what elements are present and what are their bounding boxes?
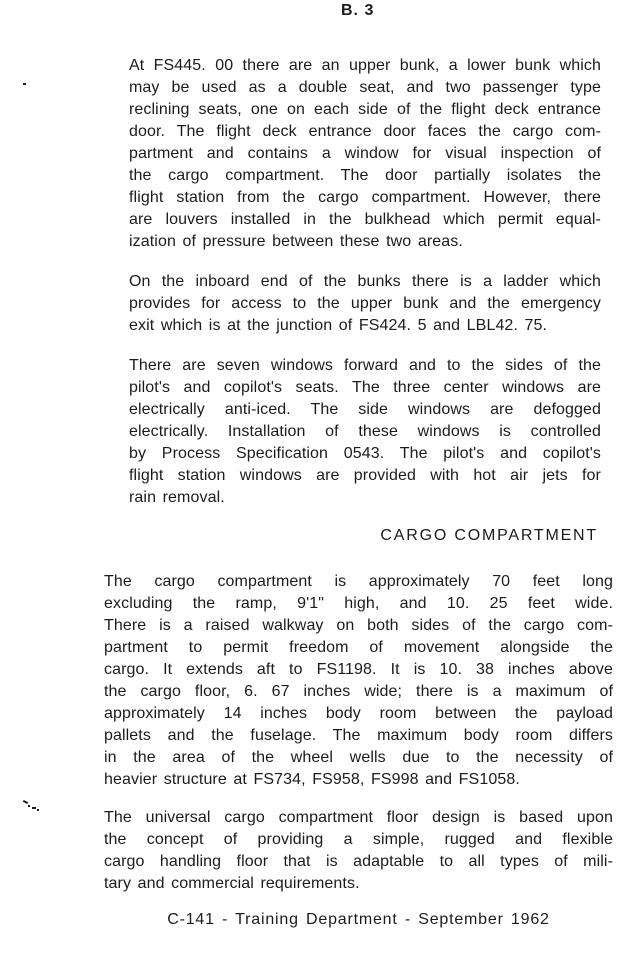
text-line: cargo handling floor that is adaptable to all types of mili-: [104, 853, 613, 870]
text-line: partment and contains a window for visual inspection of: [129, 145, 601, 162]
text-line: reclining seats, one on each side of the flight deck entrance: [129, 101, 601, 118]
scan-artifact-squiggle: [23, 800, 28, 804]
scan-artifact-squiggle: [37, 809, 39, 811]
text-line: flight station from the cargo compartment. However, there: [129, 189, 601, 206]
text-line: rain removal.: [129, 489, 225, 506]
text-line: flight station windows are provided with hot air jets for: [129, 467, 601, 484]
text-line: cargo. It extends aft to FS1198. It is 10. 38 inches above: [104, 661, 613, 678]
text-line: provides for access to the upper bunk and the emergency: [129, 295, 601, 312]
text-line: approximately 14 inches body room between the payload: [104, 705, 613, 722]
text-line: pallets and the fuselage. The maximum body room differs: [104, 727, 613, 744]
text-line: heavier structure at FS734, FS958, FS998 and FS1058.: [104, 771, 520, 788]
text-line: partment to permit freedom of movement alongside the: [104, 639, 613, 656]
text-line: There are seven windows forward and to the sides of the: [129, 357, 601, 374]
text-line: the cargo floor, 6. 67 inches wide; there is a maximum of: [104, 683, 613, 700]
text-line: electrically anti-iced. The side windows are defogged: [129, 401, 601, 418]
text-line: in the area of the wheel wells due to the necessity of: [104, 749, 613, 766]
text-line: tary and commercial requirements.: [104, 875, 360, 892]
scan-artifact-squiggle: [32, 807, 36, 809]
text-line: the cargo compartment. The door partially isolates the: [129, 167, 601, 184]
text-line: At FS445. 00 there are an upper bunk, a lower bunk which: [129, 57, 601, 74]
paragraph-bunks-ladder: [129, 271, 601, 337]
text-line: by Process Specification 0543. The pilot's and copilot's: [129, 445, 601, 462]
text-line: pilot's and copilot's seats. The three center windows are: [129, 379, 601, 396]
text-line: door. The flight deck entrance door faces the cargo com-: [129, 123, 601, 140]
section-heading: CARGO COMPARTMENT: [380, 527, 598, 544]
text-line: exit which is at the junction of FS424. 5 and LBL42. 75.: [129, 317, 548, 334]
text-line: electrically. Installation of these windows is controlled: [129, 423, 601, 440]
text-line: are louvers installed in the bulkhead which permit equal-: [129, 211, 601, 228]
text-line: may be used as a double seat, and two passenger type: [129, 79, 601, 96]
paragraph-cargo-dimensions: [104, 571, 613, 791]
text-line: On the inboard end of the bunks there is a ladder which: [129, 273, 601, 290]
scan-artifact-dot: [23, 83, 26, 85]
text-line: the concept of providing a simple, rugged and flexible: [104, 831, 613, 848]
page-number: B. 3: [341, 2, 375, 19]
text-line: ization of pressure between these two areas.: [129, 233, 463, 250]
text-line: The cargo compartment is approximately 70 feet long: [104, 573, 613, 590]
text-line: There is a raised walkway on both sides of the cargo com-: [104, 617, 613, 634]
scan-artifact-squiggle: [28, 805, 30, 807]
paragraph-floor-design: [104, 807, 613, 895]
text-line: The universal cargo compartment floor design is based upon: [104, 809, 613, 826]
paragraph-flight-station: [129, 55, 601, 253]
text-line: excluding the ramp, 9'1" high, and 10. 25 feet wide.: [104, 595, 613, 612]
paragraph-windows: [129, 355, 601, 509]
page-footer: C-141 - Training Department - September 1962: [167, 911, 550, 928]
